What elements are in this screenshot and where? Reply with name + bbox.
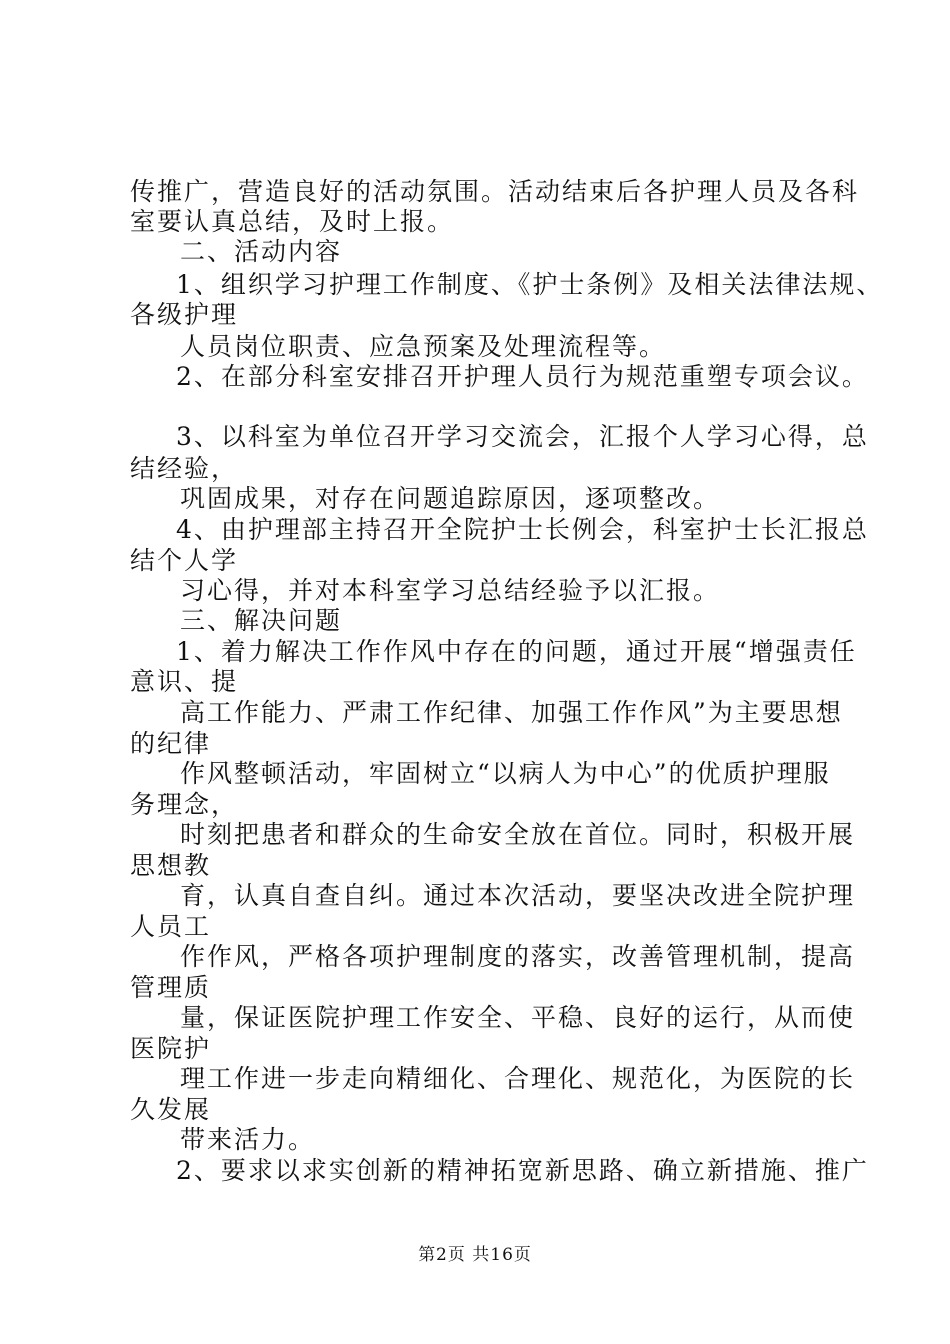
text-line: 各级护理 bbox=[130, 300, 239, 329]
text-line: 1、组织学习护理工作制度、《护士条例》及相关法律法规、 bbox=[176, 270, 884, 299]
text-line: 作作风，严格各项护理制度的落实，改善管理机制，提高 bbox=[180, 942, 856, 971]
text-line: 习心得，并对本科室学习总结经验予以汇报。 bbox=[180, 576, 721, 605]
section-heading: 二、活动内容 bbox=[180, 237, 343, 266]
text-line: 务理念， bbox=[130, 790, 239, 819]
text-line: 结个人学 bbox=[130, 546, 239, 575]
text-line: 医院护 bbox=[130, 1034, 212, 1063]
section-heading: 三、解决问题 bbox=[180, 606, 343, 635]
page-number-footer: 第2页 共16页 bbox=[418, 1245, 532, 1265]
text-line: 带来活力。 bbox=[180, 1125, 316, 1154]
text-line: 人员工 bbox=[130, 912, 212, 941]
text-line: 思想教 bbox=[130, 851, 212, 880]
text-line: 1、着力解决工作作风中存在的问题，通过开展“增强责任 bbox=[176, 637, 857, 666]
text-line: 意识、提 bbox=[130, 667, 239, 696]
text-line: 室要认真总结，及时上报。 bbox=[130, 207, 455, 236]
text-line: 传推广，营造良好的活动氛围。活动结束后各护理人员及各科 bbox=[130, 177, 860, 206]
text-line: 理工作进一步走向精细化、合理化、规范化，为医院的长 bbox=[180, 1064, 856, 1093]
text-line: 巩固成果，对存在问题追踪原因，逐项整改。 bbox=[180, 484, 721, 513]
text-line: 管理质 bbox=[130, 973, 212, 1002]
text-line: 的纪律 bbox=[130, 729, 212, 758]
text-line: 4、由护理部主持召开全院护士长例会，科室护士长汇报总 bbox=[176, 515, 869, 544]
text-line: 2、要求以求实创新的精神拓宽新思路、确立新措施、推广 bbox=[176, 1156, 869, 1185]
text-line: 高工作能力、严肃工作纪律、加强工作作风”为主要思想 bbox=[180, 698, 843, 727]
text-line: 3、以科室为单位召开学习交流会，汇报个人学习心得，总 bbox=[176, 422, 869, 451]
text-line: 人员岗位职责、应急预案及处理流程等。 bbox=[180, 332, 667, 361]
text-line: 育，认真自查自纠。通过本次活动，要坚决改进全院护理 bbox=[180, 881, 856, 910]
text-line: 结经验， bbox=[130, 454, 239, 483]
text-line: 时刻把患者和群众的生命安全放在首位。同时，积极开展 bbox=[180, 820, 856, 849]
text-line: 2、在部分科室安排召开护理人员行为规范重塑专项会议。 bbox=[176, 362, 869, 391]
text-line: 作风整顿活动，牢固树立“以病人为中心”的优质护理服 bbox=[180, 759, 831, 788]
text-line: 久发展 bbox=[130, 1095, 212, 1124]
text-line: 量，保证医院护理工作安全、平稳、良好的运行，从而使 bbox=[180, 1003, 856, 1032]
